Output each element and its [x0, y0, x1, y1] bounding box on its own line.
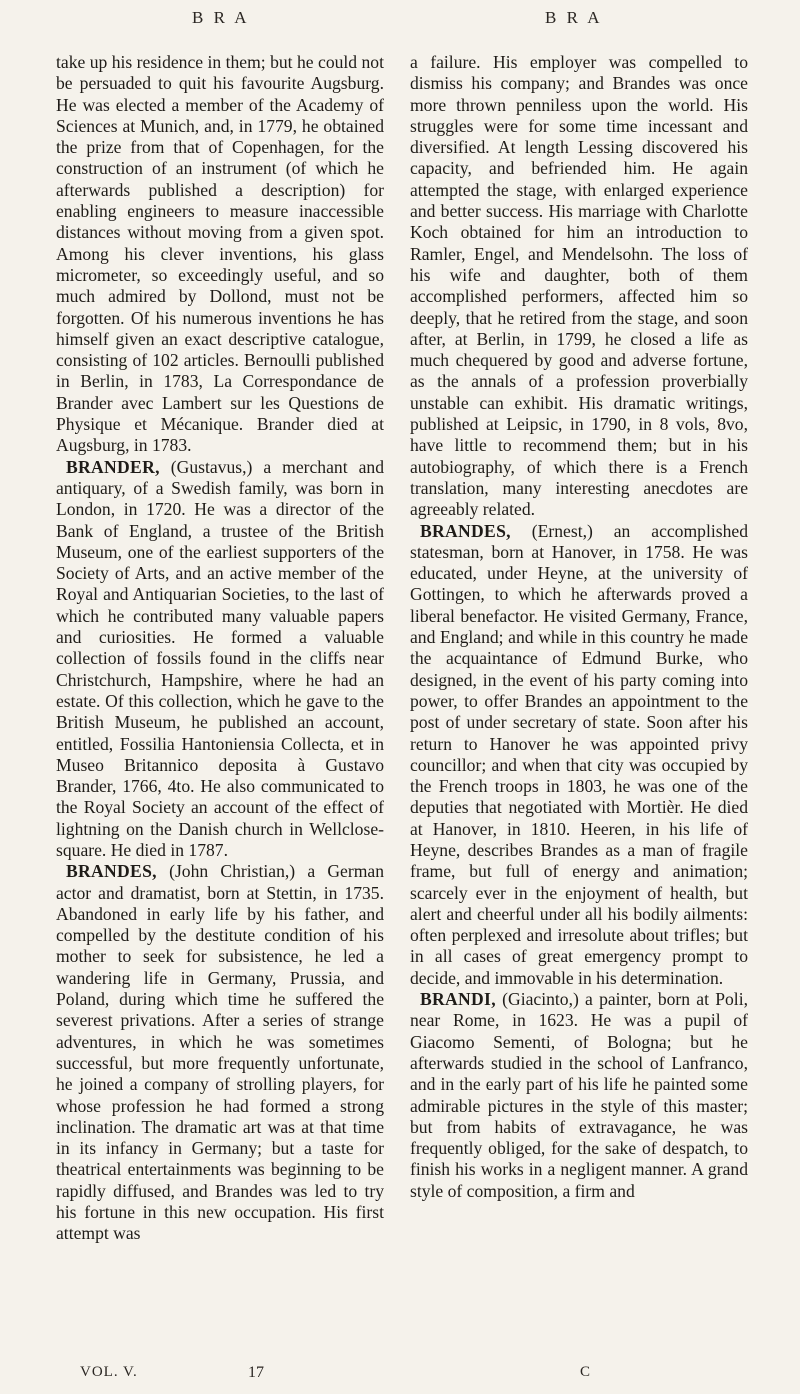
entry-text: (John Christian,) a German actor and dramatist, born at Stettin, in 1735. Abandoned in early life by his father, and compelled by the destitute condition of his mother to seek for subsistence, he led a wandering life in Germany, Prussia, and Poland, during which time he suffered the severest privations. After a series of strange adventures, in which he was sometimes successful, but more frequently unfortunate, he joined a company of strolling players, for whose profession he had formed a strong inclination. The dramatic art was at that time in its infancy in Germany; but a taste for theatrical entertainments was beginning to be rapidly diffused, and Brandes was led to try his fortune in this new occupation. His first attempt was	[56, 861, 384, 1244]
volume-label: VOL. V.	[80, 1364, 138, 1380]
running-head-left: B R A	[192, 8, 250, 27]
entry-brandes-ernest	[410, 521, 748, 990]
entry-text: (Giacinto,) a painter, born at Poli, near Rome, in 1623. He was a pupil of Giacomo Sementi, of Bologna; but he afterwards studied in the school of Lanfranco, and in the early part of his life he painted some admirable pictures in the style of this master; but from habits of extravagance, he was frequently obliged, for the sake of despatch, to finish his works in a negligent manner. A grand style of composition, a firm and	[410, 989, 748, 1201]
continued-paragraph: a failure. His employer was compelled to dismiss his company; and Brandes was once more thrown penniless upon the world. His struggles were for some time incessant and diversified. At length Lessing discovered his capacity, and befriended him. He again attempted the stage, with enlarged experience and better success. His marriage with Charlotte Koch obtained for him an introduction to Ramler, Engel, and Mendelsohn. The loss of his wife and daughter, both of them accomplished performers, affected him so deeply, that he retired from the stage, and soon after, at Berlin, in 1799, he closed a life as much chequered by good and adverse fortune, as the annals of a profession proverbially unstable can exhibit. His dramatic writings, published at Leipsic, in 1790, in 8 vols, 8vo, have little to recommend them; but in his autobiography, of which there is a French translation, many interesting anecdotes are agreeably related.	[410, 52, 748, 520]
signature-mark: C	[580, 1364, 591, 1380]
entry-brandes-john-christian	[56, 861, 384, 1244]
running-head-right: B R A	[545, 8, 603, 27]
entry-headword: BRANDER,	[66, 456, 160, 477]
right-column	[410, 52, 748, 1202]
entry-headword: BRANDI,	[420, 989, 496, 1010]
page-number: 17	[248, 1364, 264, 1381]
entry-text: (Ernest,) an accomplished statesman, born at Hanover, in 1758. He was educated, under Heyne, at the university of Gottingen, to which he afterwards proved a liberal benefactor. He visited Germany, France, and England; and while in this country he made the acquaintance of Edmund Burke, who designed, in the event of his party coming into power, to offer Brandes an appointment to the post of under secretary of state. Soon after his return to Hanover he was appointed privy councillor; and when that city was occupied by the French troops in 1803, he was one of the deputies that negotiated with Mortièr. He died at Hanover, in 1810. Heeren, in his life of Heyne, describes Brandes as a man of fragile frame, but full of energy and animation; scarcely ever in the enjoyment of health, but alert and cheerful under all his bodily ailments: often perplexed and irresolute about trifles; but in all cases of great emergency prompt to decide, and immovable in his determination.	[410, 520, 748, 988]
entry-headword: BRANDES,	[420, 520, 511, 541]
entry-text: (Gustavus,) a merchant and antiquary, of a Swedish family, was born in London, in 1720. He was a director of the Bank of England, a trustee of the British Museum, one of the earliest supporters of the Society of Arts, and an active member of the Royal and Antiquarian Societies, to the last of which he contributed many valuable papers and curiosities. He formed a valuable collection of fossils found in the cliffs near Christchurch, Hampshire, where he had an estate. Of this collection, which he gave to the British Museum, he published an account, entitled, Fossilia Hantoniensia Collecta, et in Museo Britannico deposita à Gustavo Brander, 1766, 4to. He also communicated to the Royal Society an account of the effect of lightning on the Danish church in Wellclose-square. He died in 1787.	[56, 456, 384, 860]
entry-headword: BRANDES,	[66, 861, 157, 882]
continued-paragraph: take up his residence in them; but he could not be persuaded to quit his favourite Augsburg. He was elected a member of the Academy of Sciences at Munich, and, in 1779, he obtained the prize from that of Copenhagen, for the construction of an instrument (of which he afterwards published a description) for enabling engineers to measure inaccessible distances without moving from a given spot. Among his clever inventions, his glass micrometer, so exceedingly useful, and so much admired by Dollond, must not be forgotten. Of his numerous inventions he has himself given an exact descriptive catalogue, consisting of 102 articles. Bernoulli published in Berlin, in 1783, La Correspondance de Brander avec Lambert sur les Questions de Physique et Mécanique. Brander died at Augsburg, in 1783.	[56, 52, 384, 456]
left-column	[56, 52, 384, 1245]
entry-brandi-giacinto	[410, 989, 748, 1202]
entry-brander-gustavus	[56, 457, 384, 862]
